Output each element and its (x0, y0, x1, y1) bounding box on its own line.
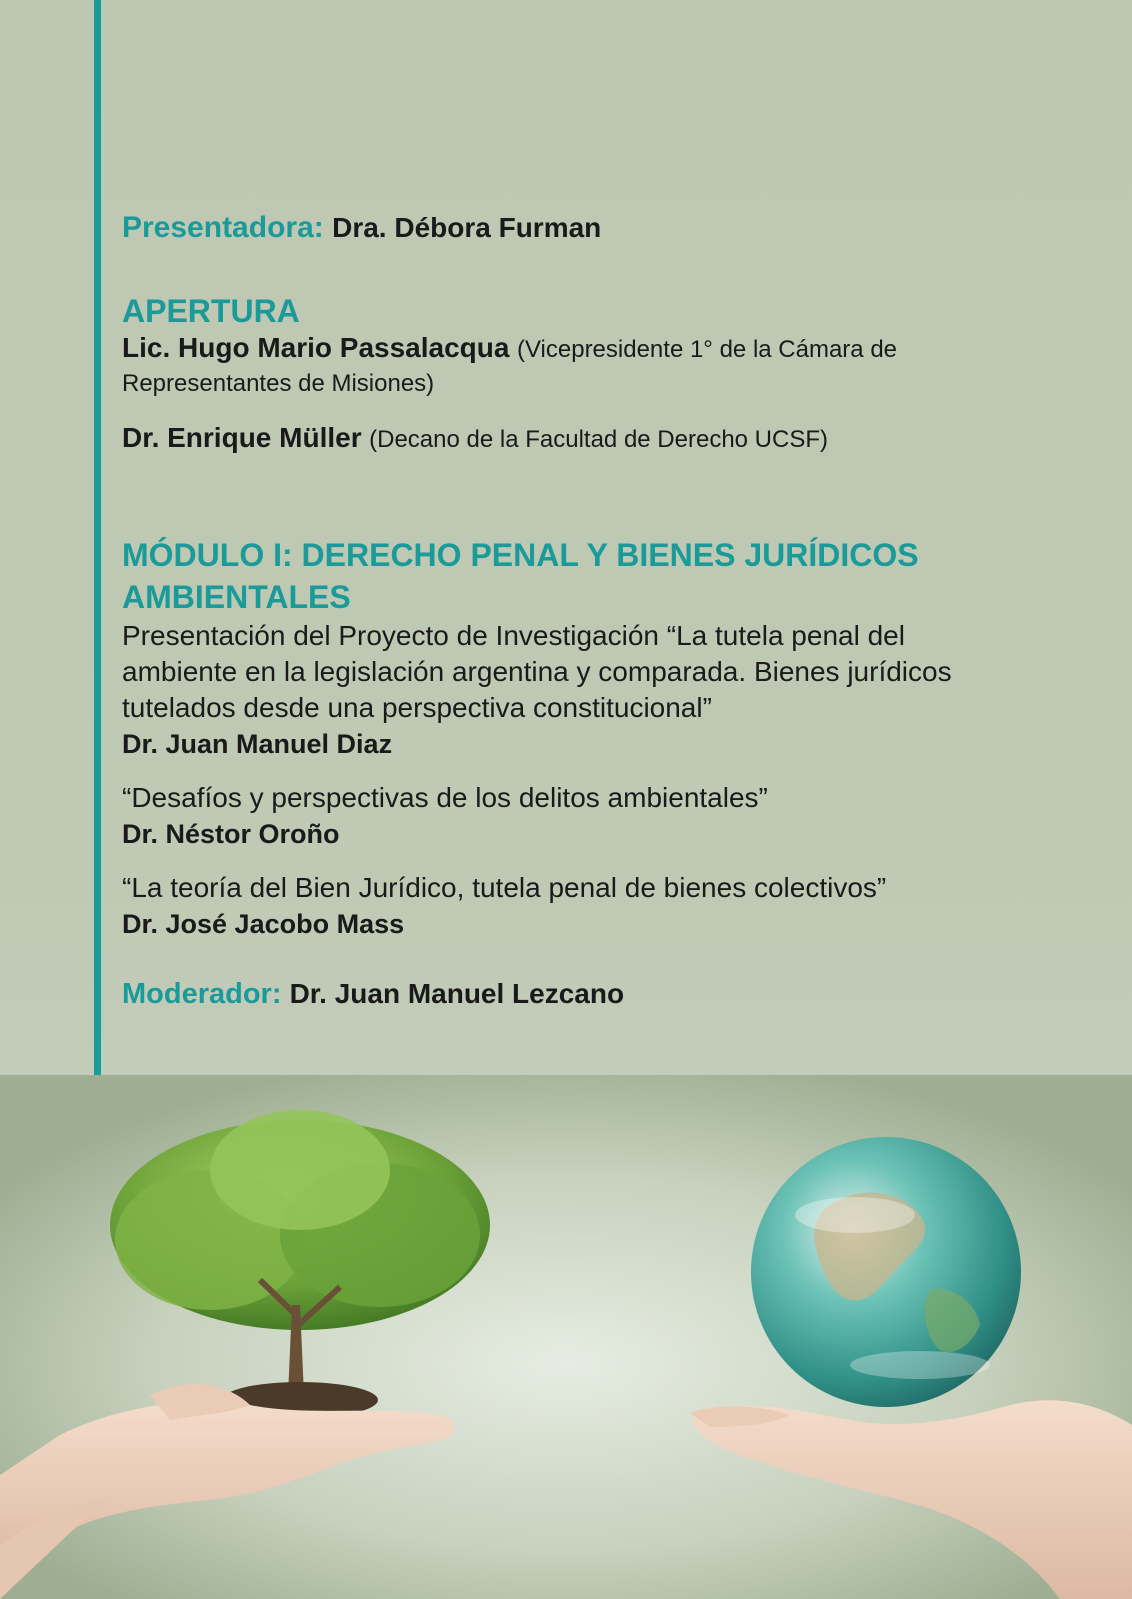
talk-title: “La teoría del Bien Jurídico, tutela penal de bienes colectivos” (122, 872, 887, 903)
apertura-heading: APERTURA (122, 293, 300, 329)
environment-illustration (0, 1075, 1132, 1599)
speaker-role: (Vicepresidente 1° de la Cámara de Representantes de Misiones) (122, 336, 898, 397)
talk-title: “Desafíos y perspectivas de los delitos ambientales” (122, 782, 768, 813)
moderador-label: Moderador: (122, 978, 282, 1010)
accent-bar (94, 0, 101, 1078)
speaker-name: Dr. Enrique Müller (122, 422, 362, 453)
modulo-heading (122, 534, 1082, 618)
speaker-role: (Decano de la Facultad de Derecho UCSF) (369, 426, 829, 453)
program-content (122, 210, 1082, 1012)
presentadora-label: Presentadora: (122, 211, 324, 244)
presentadora-line (122, 210, 1082, 246)
modulo-heading-line1: MÓDULO I: DERECHO PENAL Y BIENES JURÍDICOS (122, 537, 919, 573)
presentadora-name: Dra. Débora Furman (332, 212, 602, 243)
talk-speaker: Dr. Juan Manuel Diaz (122, 729, 393, 759)
moderador-name: Dr. Juan Manuel Lezcano (289, 978, 625, 1009)
speaker-name: Lic. Hugo Mario Passalacqua (122, 332, 510, 363)
apertura-speaker-2 (122, 422, 1082, 456)
talk-speaker: Dr. Néstor Oroño (122, 819, 340, 849)
talk-title: Presentación del Proyecto de Investigación “La tutela penal del ambiente en la legislación argentina y comparada. Bienes jurídicos tutelados desde una perspectiva constitucional” (122, 620, 952, 723)
apertura-speaker-1 (122, 332, 952, 400)
talk-speaker: Dr. José Jacobo Mass (122, 909, 405, 939)
modulo-heading-line2: AMBIENTALES (122, 579, 351, 615)
moderador-line (122, 976, 1082, 1012)
